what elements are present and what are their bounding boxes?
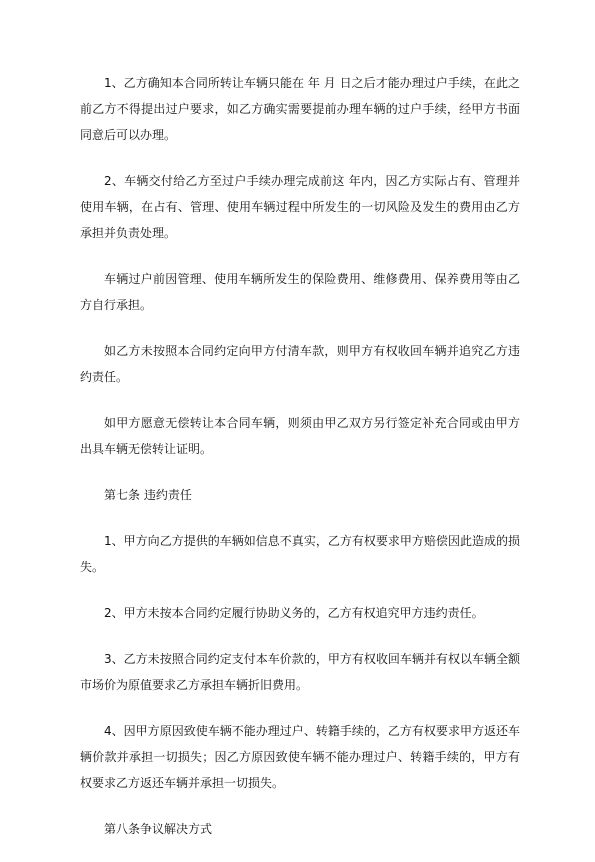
section-7-clause-3: 3、乙方未按照合同约定支付本车价款的，甲方有权收回车辆并有权以车辆全额市场价为原值要求乙方承担车辆折旧费用。 [80,652,520,692]
section-7-clause-1: 1、甲方向乙方提供的车辆如信息不真实，乙方有权要求甲方赔偿因此造成的损失。 [80,534,520,574]
document-body [80,70,520,862]
section-7-clause-4: 4、因甲方原因致使车辆不能办理过户、转籍手续的，乙方有权要求甲方返还车辆价款并承担一切损失；因乙方原因致使车辆不能办理过户、转籍手续的，甲方有权要求乙方返还车辆并承担一切损失。 [80,724,520,790]
paragraph-free-transfer: 如甲方愿意无偿转让本合同车辆，则须由甲乙双方另行签定补充合同或由甲方出具车辆无偿转让证明。 [80,416,520,456]
paragraph-transfer-timing: 1、乙方确知本合同所转让车辆只能在 年 月 日之后才能办理过户手续，在此之前乙方不得提出过户要求，如乙方确实需要提前办理车辆的过户手续，经甲方书面同意后可以办理。 [80,76,520,142]
paragraph-unpaid-price: 如乙方未按照本合同约定向甲方付清车款，则甲方有权收回车辆并追究乙方违约责任。 [80,344,520,384]
section-7-clause-2: 2、甲方未按本合同约定履行协助义务的，乙方有权追究甲方违约责任。 [104,606,484,620]
paragraph-risk-before-transfer: 2、车辆交付给乙方至过户手续办理完成前这 年内，因乙方实际占有、管理并使用车辆，在占有、管理、使用车辆过程中所发生的一切风险及发生的费用由乙方承担并负责处理。 [80,174,520,240]
section-7-title: 第七条 违约责任 [104,488,192,502]
section-8-title: 第八条争议解决方式 [104,822,213,836]
paragraph-costs-before-transfer: 车辆过户前因管理、使用车辆所发生的保险费用、维修费用、保养费用等由乙方自行承担。 [80,272,520,312]
